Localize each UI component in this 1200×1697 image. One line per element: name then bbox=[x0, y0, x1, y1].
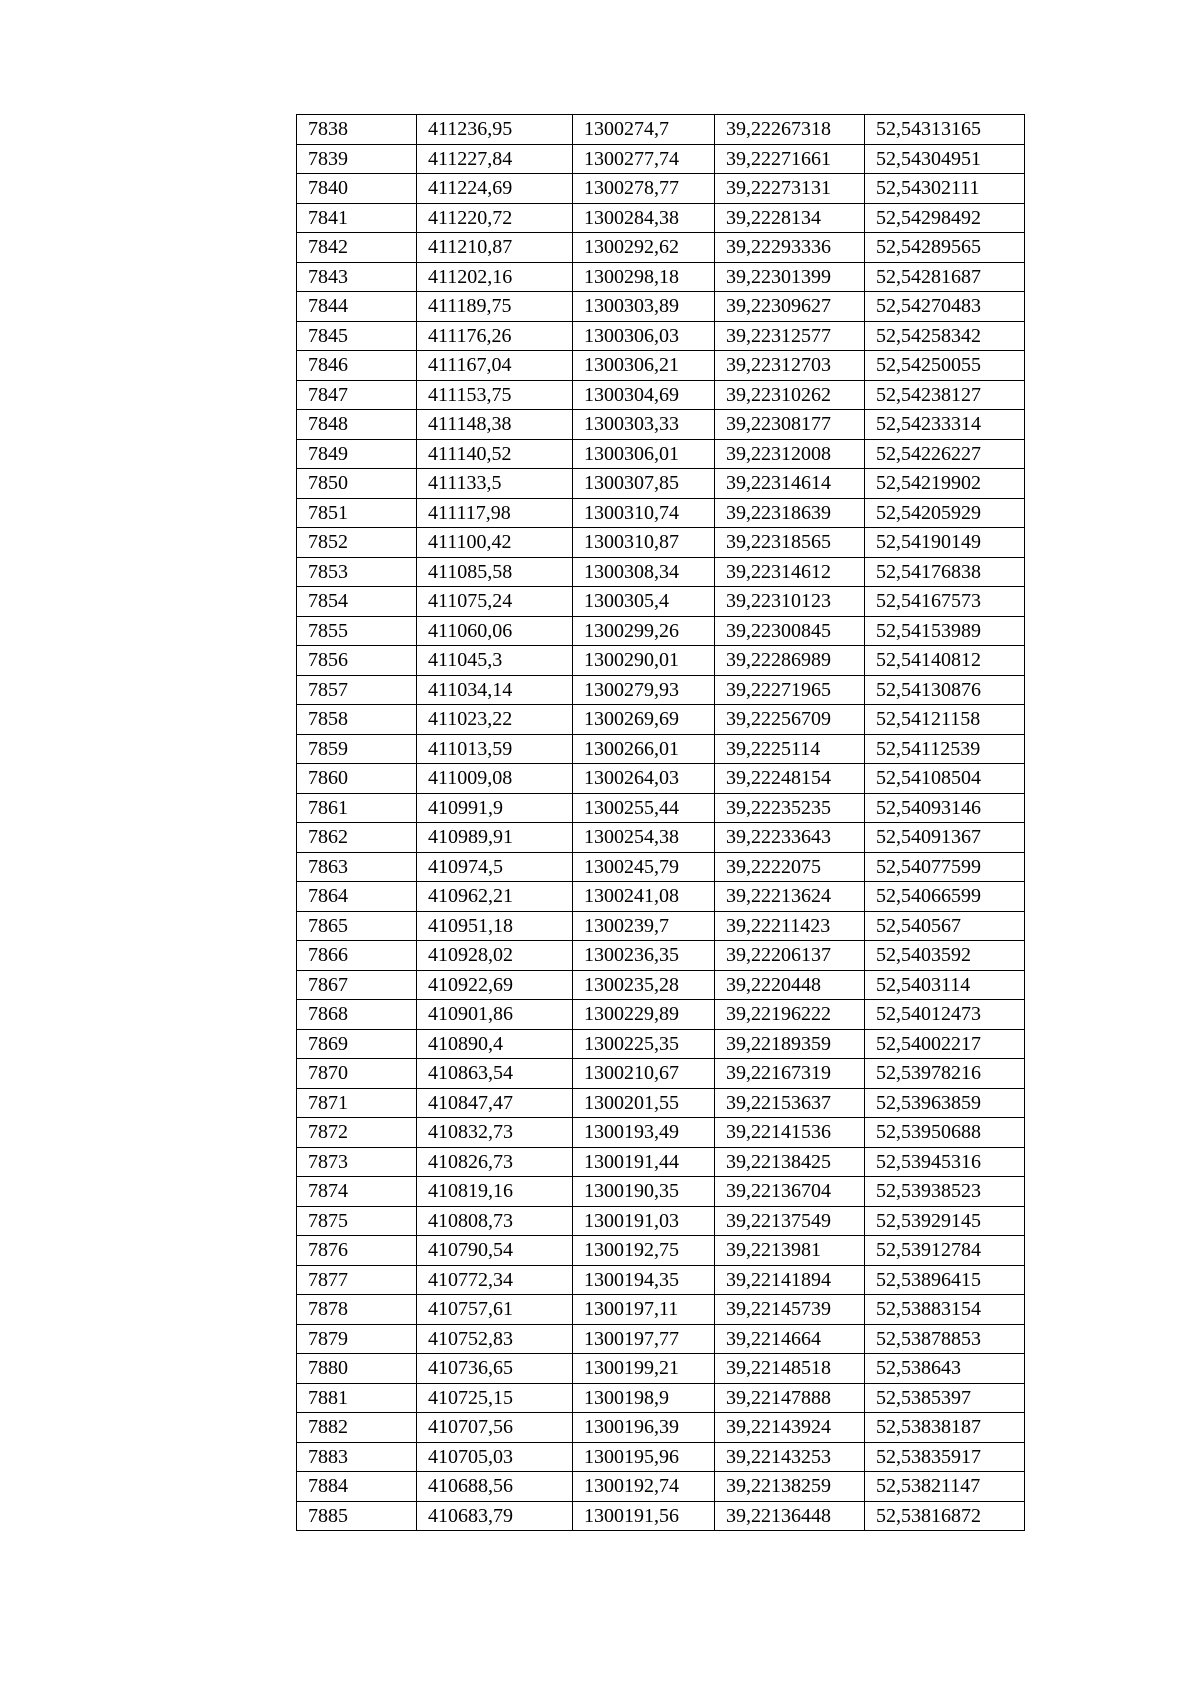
table-row bbox=[297, 764, 1025, 794]
longitude-cell: 52,53963859 bbox=[865, 1088, 1025, 1118]
latitude-cell: 39,2214664 bbox=[715, 1324, 865, 1354]
longitude-cell: 52,53835917 bbox=[865, 1442, 1025, 1472]
y-coordinate-cell: 1300306,03 bbox=[573, 321, 715, 351]
y-coordinate-cell: 1300299,26 bbox=[573, 616, 715, 646]
y-coordinate-cell: 1300210,67 bbox=[573, 1059, 715, 1089]
y-coordinate-cell: 1300279,93 bbox=[573, 675, 715, 705]
point-number-cell: 7856 bbox=[297, 646, 417, 676]
latitude-cell: 39,22293336 bbox=[715, 233, 865, 263]
table-row bbox=[297, 1324, 1025, 1354]
x-coordinate-cell: 410832,73 bbox=[417, 1118, 573, 1148]
latitude-cell: 39,2225114 bbox=[715, 734, 865, 764]
table-row bbox=[297, 1177, 1025, 1207]
x-coordinate-cell: 411045,3 bbox=[417, 646, 573, 676]
longitude-cell: 52,54012473 bbox=[865, 1000, 1025, 1030]
point-number-cell: 7869 bbox=[297, 1029, 417, 1059]
longitude-cell: 52,54112539 bbox=[865, 734, 1025, 764]
y-coordinate-cell: 1300310,74 bbox=[573, 498, 715, 528]
x-coordinate-cell: 410991,9 bbox=[417, 793, 573, 823]
point-number-cell: 7870 bbox=[297, 1059, 417, 1089]
y-coordinate-cell: 1300255,44 bbox=[573, 793, 715, 823]
x-coordinate-cell: 411075,24 bbox=[417, 587, 573, 617]
latitude-cell: 39,22136448 bbox=[715, 1501, 865, 1531]
latitude-cell: 39,22211423 bbox=[715, 911, 865, 941]
latitude-cell: 39,22271965 bbox=[715, 675, 865, 705]
x-coordinate-cell: 410757,61 bbox=[417, 1295, 573, 1325]
longitude-cell: 52,54302111 bbox=[865, 174, 1025, 204]
y-coordinate-cell: 1300194,35 bbox=[573, 1265, 715, 1295]
point-number-cell: 7862 bbox=[297, 823, 417, 853]
latitude-cell: 39,22141536 bbox=[715, 1118, 865, 1148]
table-row bbox=[297, 1147, 1025, 1177]
y-coordinate-cell: 1300284,38 bbox=[573, 203, 715, 233]
y-coordinate-cell: 1300193,49 bbox=[573, 1118, 715, 1148]
table-row bbox=[297, 1000, 1025, 1030]
table-row bbox=[297, 616, 1025, 646]
longitude-cell: 52,53821147 bbox=[865, 1472, 1025, 1502]
latitude-cell: 39,22301399 bbox=[715, 262, 865, 292]
point-number-cell: 7867 bbox=[297, 970, 417, 1000]
x-coordinate-cell: 411220,72 bbox=[417, 203, 573, 233]
x-coordinate-cell: 411236,95 bbox=[417, 115, 573, 145]
point-number-cell: 7838 bbox=[297, 115, 417, 145]
latitude-cell: 39,22310123 bbox=[715, 587, 865, 617]
longitude-cell: 52,53883154 bbox=[865, 1295, 1025, 1325]
longitude-cell: 52,53950688 bbox=[865, 1118, 1025, 1148]
latitude-cell: 39,22312703 bbox=[715, 351, 865, 381]
y-coordinate-cell: 1300191,44 bbox=[573, 1147, 715, 1177]
longitude-cell: 52,54153989 bbox=[865, 616, 1025, 646]
y-coordinate-cell: 1300225,35 bbox=[573, 1029, 715, 1059]
y-coordinate-cell: 1300192,74 bbox=[573, 1472, 715, 1502]
latitude-cell: 39,22213624 bbox=[715, 882, 865, 912]
table-row bbox=[297, 262, 1025, 292]
y-coordinate-cell: 1300245,79 bbox=[573, 852, 715, 882]
longitude-cell: 52,540567 bbox=[865, 911, 1025, 941]
y-coordinate-cell: 1300303,33 bbox=[573, 410, 715, 440]
point-number-cell: 7868 bbox=[297, 1000, 417, 1030]
latitude-cell: 39,22314612 bbox=[715, 557, 865, 587]
point-number-cell: 7874 bbox=[297, 1177, 417, 1207]
table-row bbox=[297, 1118, 1025, 1148]
point-number-cell: 7871 bbox=[297, 1088, 417, 1118]
latitude-cell: 39,22138425 bbox=[715, 1147, 865, 1177]
x-coordinate-cell: 410974,5 bbox=[417, 852, 573, 882]
coordinates-table bbox=[296, 114, 1025, 1531]
x-coordinate-cell: 410847,47 bbox=[417, 1088, 573, 1118]
latitude-cell: 39,22189359 bbox=[715, 1029, 865, 1059]
latitude-cell: 39,22196222 bbox=[715, 1000, 865, 1030]
point-number-cell: 7879 bbox=[297, 1324, 417, 1354]
latitude-cell: 39,22318565 bbox=[715, 528, 865, 558]
table-row bbox=[297, 1413, 1025, 1443]
x-coordinate-cell: 411224,69 bbox=[417, 174, 573, 204]
y-coordinate-cell: 1300308,34 bbox=[573, 557, 715, 587]
latitude-cell: 39,2213981 bbox=[715, 1236, 865, 1266]
latitude-cell: 39,22235235 bbox=[715, 793, 865, 823]
table-row bbox=[297, 882, 1025, 912]
y-coordinate-cell: 1300199,21 bbox=[573, 1354, 715, 1384]
point-number-cell: 7878 bbox=[297, 1295, 417, 1325]
point-number-cell: 7864 bbox=[297, 882, 417, 912]
latitude-cell: 39,22148518 bbox=[715, 1354, 865, 1384]
longitude-cell: 52,53878853 bbox=[865, 1324, 1025, 1354]
table-row bbox=[297, 1088, 1025, 1118]
longitude-cell: 52,54304951 bbox=[865, 144, 1025, 174]
table-row bbox=[297, 941, 1025, 971]
x-coordinate-cell: 410752,83 bbox=[417, 1324, 573, 1354]
y-coordinate-cell: 1300191,56 bbox=[573, 1501, 715, 1531]
longitude-cell: 52,54066599 bbox=[865, 882, 1025, 912]
longitude-cell: 52,54238127 bbox=[865, 380, 1025, 410]
longitude-cell: 52,54226227 bbox=[865, 439, 1025, 469]
x-coordinate-cell: 410688,56 bbox=[417, 1472, 573, 1502]
point-number-cell: 7881 bbox=[297, 1383, 417, 1413]
table-row bbox=[297, 1442, 1025, 1472]
x-coordinate-cell: 410790,54 bbox=[417, 1236, 573, 1266]
table-row bbox=[297, 1295, 1025, 1325]
latitude-cell: 39,22147888 bbox=[715, 1383, 865, 1413]
table-row bbox=[297, 1383, 1025, 1413]
y-coordinate-cell: 1300201,55 bbox=[573, 1088, 715, 1118]
y-coordinate-cell: 1300310,87 bbox=[573, 528, 715, 558]
x-coordinate-cell: 411100,42 bbox=[417, 528, 573, 558]
table-row bbox=[297, 351, 1025, 381]
x-coordinate-cell: 411140,52 bbox=[417, 439, 573, 469]
table-row bbox=[297, 1354, 1025, 1384]
longitude-cell: 52,5385397 bbox=[865, 1383, 1025, 1413]
x-coordinate-cell: 411009,08 bbox=[417, 764, 573, 794]
x-coordinate-cell: 410808,73 bbox=[417, 1206, 573, 1236]
longitude-cell: 52,54167573 bbox=[865, 587, 1025, 617]
latitude-cell: 39,22273131 bbox=[715, 174, 865, 204]
x-coordinate-cell: 410819,16 bbox=[417, 1177, 573, 1207]
table-row bbox=[297, 1236, 1025, 1266]
point-number-cell: 7872 bbox=[297, 1118, 417, 1148]
longitude-cell: 52,53945316 bbox=[865, 1147, 1025, 1177]
table-row bbox=[297, 852, 1025, 882]
longitude-cell: 52,53978216 bbox=[865, 1059, 1025, 1089]
y-coordinate-cell: 1300236,35 bbox=[573, 941, 715, 971]
x-coordinate-cell: 410863,54 bbox=[417, 1059, 573, 1089]
latitude-cell: 39,22314614 bbox=[715, 469, 865, 499]
longitude-cell: 52,54077599 bbox=[865, 852, 1025, 882]
longitude-cell: 52,54002217 bbox=[865, 1029, 1025, 1059]
x-coordinate-cell: 411060,06 bbox=[417, 616, 573, 646]
x-coordinate-cell: 410951,18 bbox=[417, 911, 573, 941]
point-number-cell: 7861 bbox=[297, 793, 417, 823]
table-row bbox=[297, 675, 1025, 705]
point-number-cell: 7846 bbox=[297, 351, 417, 381]
longitude-cell: 52,53938523 bbox=[865, 1177, 1025, 1207]
longitude-cell: 52,54121158 bbox=[865, 705, 1025, 735]
table-row bbox=[297, 1501, 1025, 1531]
latitude-cell: 39,22141894 bbox=[715, 1265, 865, 1295]
y-coordinate-cell: 1300198,9 bbox=[573, 1383, 715, 1413]
table-row bbox=[297, 1472, 1025, 1502]
latitude-cell: 39,22233643 bbox=[715, 823, 865, 853]
table-row bbox=[297, 557, 1025, 587]
longitude-cell: 52,53816872 bbox=[865, 1501, 1025, 1531]
x-coordinate-cell: 410826,73 bbox=[417, 1147, 573, 1177]
x-coordinate-cell: 411202,16 bbox=[417, 262, 573, 292]
y-coordinate-cell: 1300306,21 bbox=[573, 351, 715, 381]
longitude-cell: 52,54190149 bbox=[865, 528, 1025, 558]
table-row bbox=[297, 469, 1025, 499]
longitude-cell: 52,54108504 bbox=[865, 764, 1025, 794]
y-coordinate-cell: 1300229,89 bbox=[573, 1000, 715, 1030]
longitude-cell: 52,54140812 bbox=[865, 646, 1025, 676]
latitude-cell: 39,22153637 bbox=[715, 1088, 865, 1118]
latitude-cell: 39,22286989 bbox=[715, 646, 865, 676]
point-number-cell: 7845 bbox=[297, 321, 417, 351]
latitude-cell: 39,22136704 bbox=[715, 1177, 865, 1207]
point-number-cell: 7843 bbox=[297, 262, 417, 292]
y-coordinate-cell: 1300278,77 bbox=[573, 174, 715, 204]
x-coordinate-cell: 411153,75 bbox=[417, 380, 573, 410]
longitude-cell: 52,54176838 bbox=[865, 557, 1025, 587]
table-row bbox=[297, 705, 1025, 735]
latitude-cell: 39,22143924 bbox=[715, 1413, 865, 1443]
point-number-cell: 7880 bbox=[297, 1354, 417, 1384]
latitude-cell: 39,22248154 bbox=[715, 764, 865, 794]
y-coordinate-cell: 1300305,4 bbox=[573, 587, 715, 617]
x-coordinate-cell: 410705,03 bbox=[417, 1442, 573, 1472]
latitude-cell: 39,22206137 bbox=[715, 941, 865, 971]
x-coordinate-cell: 410901,86 bbox=[417, 1000, 573, 1030]
y-coordinate-cell: 1300196,39 bbox=[573, 1413, 715, 1443]
longitude-cell: 52,54233314 bbox=[865, 410, 1025, 440]
point-number-cell: 7882 bbox=[297, 1413, 417, 1443]
longitude-cell: 52,54205929 bbox=[865, 498, 1025, 528]
longitude-cell: 52,54281687 bbox=[865, 262, 1025, 292]
latitude-cell: 39,22318639 bbox=[715, 498, 865, 528]
y-coordinate-cell: 1300298,18 bbox=[573, 262, 715, 292]
point-number-cell: 7844 bbox=[297, 292, 417, 322]
y-coordinate-cell: 1300192,75 bbox=[573, 1236, 715, 1266]
y-coordinate-cell: 1300239,7 bbox=[573, 911, 715, 941]
y-coordinate-cell: 1300307,85 bbox=[573, 469, 715, 499]
x-coordinate-cell: 410725,15 bbox=[417, 1383, 573, 1413]
x-coordinate-cell: 410890,4 bbox=[417, 1029, 573, 1059]
table-row bbox=[297, 587, 1025, 617]
table-row bbox=[297, 115, 1025, 145]
x-coordinate-cell: 411023,22 bbox=[417, 705, 573, 735]
point-number-cell: 7849 bbox=[297, 439, 417, 469]
latitude-cell: 39,22137549 bbox=[715, 1206, 865, 1236]
y-coordinate-cell: 1300241,08 bbox=[573, 882, 715, 912]
latitude-cell: 39,22312577 bbox=[715, 321, 865, 351]
x-coordinate-cell: 410989,91 bbox=[417, 823, 573, 853]
y-coordinate-cell: 1300303,89 bbox=[573, 292, 715, 322]
x-coordinate-cell: 410922,69 bbox=[417, 970, 573, 1000]
table-row bbox=[297, 823, 1025, 853]
table-row bbox=[297, 1059, 1025, 1089]
point-number-cell: 7859 bbox=[297, 734, 417, 764]
longitude-cell: 52,53912784 bbox=[865, 1236, 1025, 1266]
y-coordinate-cell: 1300290,01 bbox=[573, 646, 715, 676]
table-row bbox=[297, 911, 1025, 941]
point-number-cell: 7842 bbox=[297, 233, 417, 263]
y-coordinate-cell: 1300197,77 bbox=[573, 1324, 715, 1354]
table-row bbox=[297, 528, 1025, 558]
latitude-cell: 39,22143253 bbox=[715, 1442, 865, 1472]
table-row bbox=[297, 410, 1025, 440]
longitude-cell: 52,5403114 bbox=[865, 970, 1025, 1000]
latitude-cell: 39,2220448 bbox=[715, 970, 865, 1000]
x-coordinate-cell: 411133,5 bbox=[417, 469, 573, 499]
x-coordinate-cell: 411167,04 bbox=[417, 351, 573, 381]
longitude-cell: 52,54091367 bbox=[865, 823, 1025, 853]
longitude-cell: 52,54093146 bbox=[865, 793, 1025, 823]
y-coordinate-cell: 1300306,01 bbox=[573, 439, 715, 469]
latitude-cell: 39,22167319 bbox=[715, 1059, 865, 1089]
coordinates-table-body bbox=[297, 115, 1025, 1531]
y-coordinate-cell: 1300269,69 bbox=[573, 705, 715, 735]
longitude-cell: 52,53896415 bbox=[865, 1265, 1025, 1295]
table-row bbox=[297, 321, 1025, 351]
x-coordinate-cell: 411210,87 bbox=[417, 233, 573, 263]
point-number-cell: 7841 bbox=[297, 203, 417, 233]
table-row bbox=[297, 793, 1025, 823]
latitude-cell: 39,22309627 bbox=[715, 292, 865, 322]
longitude-cell: 52,54250055 bbox=[865, 351, 1025, 381]
table-row bbox=[297, 646, 1025, 676]
longitude-cell: 52,53929145 bbox=[865, 1206, 1025, 1236]
table-row bbox=[297, 380, 1025, 410]
y-coordinate-cell: 1300277,74 bbox=[573, 144, 715, 174]
point-number-cell: 7884 bbox=[297, 1472, 417, 1502]
latitude-cell: 39,22138259 bbox=[715, 1472, 865, 1502]
x-coordinate-cell: 411227,84 bbox=[417, 144, 573, 174]
y-coordinate-cell: 1300195,96 bbox=[573, 1442, 715, 1472]
point-number-cell: 7840 bbox=[297, 174, 417, 204]
longitude-cell: 52,54130876 bbox=[865, 675, 1025, 705]
point-number-cell: 7875 bbox=[297, 1206, 417, 1236]
latitude-cell: 39,22312008 bbox=[715, 439, 865, 469]
table-row bbox=[297, 203, 1025, 233]
latitude-cell: 39,2228134 bbox=[715, 203, 865, 233]
longitude-cell: 52,5403592 bbox=[865, 941, 1025, 971]
point-number-cell: 7866 bbox=[297, 941, 417, 971]
x-coordinate-cell: 411117,98 bbox=[417, 498, 573, 528]
longitude-cell: 52,54313165 bbox=[865, 115, 1025, 145]
table-row bbox=[297, 1029, 1025, 1059]
point-number-cell: 7852 bbox=[297, 528, 417, 558]
y-coordinate-cell: 1300292,62 bbox=[573, 233, 715, 263]
point-number-cell: 7865 bbox=[297, 911, 417, 941]
longitude-cell: 52,53838187 bbox=[865, 1413, 1025, 1443]
y-coordinate-cell: 1300254,38 bbox=[573, 823, 715, 853]
longitude-cell: 52,54270483 bbox=[865, 292, 1025, 322]
x-coordinate-cell: 410928,02 bbox=[417, 941, 573, 971]
point-number-cell: 7851 bbox=[297, 498, 417, 528]
x-coordinate-cell: 410772,34 bbox=[417, 1265, 573, 1295]
latitude-cell: 39,22300845 bbox=[715, 616, 865, 646]
longitude-cell: 52,54289565 bbox=[865, 233, 1025, 263]
y-coordinate-cell: 1300274,7 bbox=[573, 115, 715, 145]
table-row bbox=[297, 144, 1025, 174]
y-coordinate-cell: 1300191,03 bbox=[573, 1206, 715, 1236]
x-coordinate-cell: 411013,59 bbox=[417, 734, 573, 764]
x-coordinate-cell: 411189,75 bbox=[417, 292, 573, 322]
latitude-cell: 39,22267318 bbox=[715, 115, 865, 145]
longitude-cell: 52,54298492 bbox=[865, 203, 1025, 233]
x-coordinate-cell: 410736,65 bbox=[417, 1354, 573, 1384]
point-number-cell: 7853 bbox=[297, 557, 417, 587]
y-coordinate-cell: 1300304,69 bbox=[573, 380, 715, 410]
longitude-cell: 52,54219902 bbox=[865, 469, 1025, 499]
x-coordinate-cell: 411085,58 bbox=[417, 557, 573, 587]
point-number-cell: 7873 bbox=[297, 1147, 417, 1177]
latitude-cell: 39,22308177 bbox=[715, 410, 865, 440]
point-number-cell: 7855 bbox=[297, 616, 417, 646]
table-row bbox=[297, 498, 1025, 528]
point-number-cell: 7885 bbox=[297, 1501, 417, 1531]
latitude-cell: 39,22271661 bbox=[715, 144, 865, 174]
latitude-cell: 39,22310262 bbox=[715, 380, 865, 410]
x-coordinate-cell: 411176,26 bbox=[417, 321, 573, 351]
x-coordinate-cell: 411148,38 bbox=[417, 410, 573, 440]
point-number-cell: 7848 bbox=[297, 410, 417, 440]
x-coordinate-cell: 410683,79 bbox=[417, 1501, 573, 1531]
y-coordinate-cell: 1300264,03 bbox=[573, 764, 715, 794]
y-coordinate-cell: 1300190,35 bbox=[573, 1177, 715, 1207]
y-coordinate-cell: 1300266,01 bbox=[573, 734, 715, 764]
table-row bbox=[297, 292, 1025, 322]
table-row bbox=[297, 1265, 1025, 1295]
x-coordinate-cell: 411034,14 bbox=[417, 675, 573, 705]
table-row bbox=[297, 970, 1025, 1000]
table-row bbox=[297, 233, 1025, 263]
point-number-cell: 7850 bbox=[297, 469, 417, 499]
point-number-cell: 7839 bbox=[297, 144, 417, 174]
x-coordinate-cell: 410707,56 bbox=[417, 1413, 573, 1443]
point-number-cell: 7858 bbox=[297, 705, 417, 735]
latitude-cell: 39,22145739 bbox=[715, 1295, 865, 1325]
y-coordinate-cell: 1300197,11 bbox=[573, 1295, 715, 1325]
point-number-cell: 7857 bbox=[297, 675, 417, 705]
latitude-cell: 39,2222075 bbox=[715, 852, 865, 882]
y-coordinate-cell: 1300235,28 bbox=[573, 970, 715, 1000]
point-number-cell: 7877 bbox=[297, 1265, 417, 1295]
table-row bbox=[297, 174, 1025, 204]
point-number-cell: 7863 bbox=[297, 852, 417, 882]
point-number-cell: 7883 bbox=[297, 1442, 417, 1472]
table-row bbox=[297, 439, 1025, 469]
table-row bbox=[297, 1206, 1025, 1236]
point-number-cell: 7860 bbox=[297, 764, 417, 794]
latitude-cell: 39,22256709 bbox=[715, 705, 865, 735]
x-coordinate-cell: 410962,21 bbox=[417, 882, 573, 912]
table-row bbox=[297, 734, 1025, 764]
point-number-cell: 7876 bbox=[297, 1236, 417, 1266]
longitude-cell: 52,538643 bbox=[865, 1354, 1025, 1384]
point-number-cell: 7854 bbox=[297, 587, 417, 617]
longitude-cell: 52,54258342 bbox=[865, 321, 1025, 351]
point-number-cell: 7847 bbox=[297, 380, 417, 410]
